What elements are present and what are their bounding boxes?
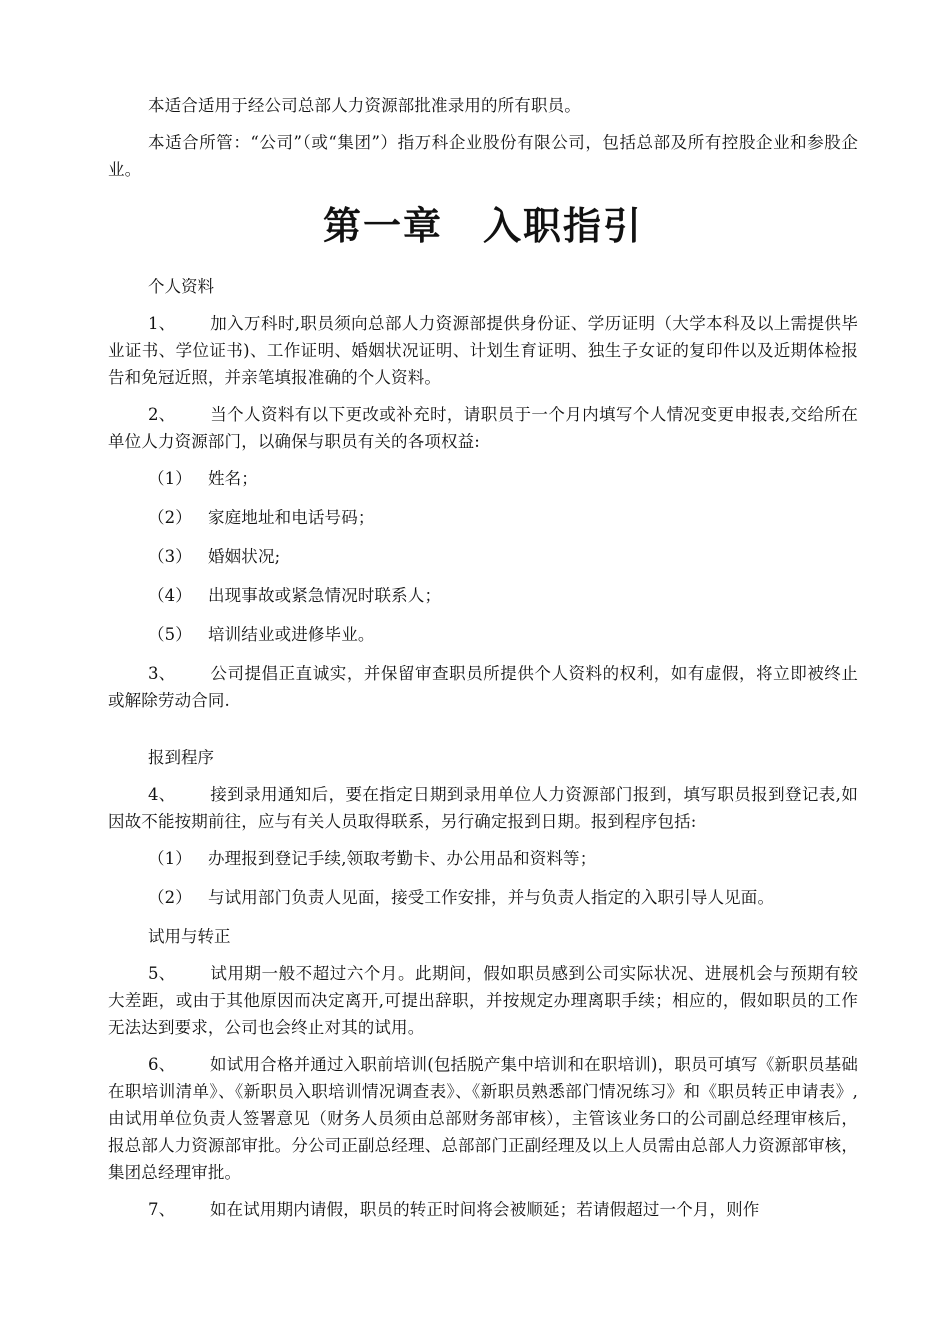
clause-text: 接到录用通知后，要在指定日期到录用单位人力资源部门报到，填写职员报到登记表,如因故不能按期前往，应与有关人员取得联系，另行确定报到日期。报到程序包括: — [108, 785, 858, 831]
list-item — [148, 465, 858, 492]
list-item-text: 办理报到登记手续,领取考勤卡、办公用品和资料等； — [208, 849, 597, 868]
section-spacer — [108, 724, 858, 732]
section-heading-personal: 个人资料 — [148, 277, 214, 296]
list-item-text: 家庭地址和电话号码； — [208, 508, 375, 527]
clause-text: 如试用合格并通过入职前培训(包括脱产集中培训和在职培训)，职员可填写《新职员基础在职培训清单》、《新职员入职培训情况调查表》、《新职员熟悉部门情况练习》和《职员转正申请表》,由试用单位负责人签署意见（财务人员须由总部财务部审核），主管该业务口的公司副总经理审核后，报总部人力资源部审批。分公司正副总经理、总部部门正副经理及以上人员需由总部人力资源部审核，集团总经理审批。 — [108, 1055, 858, 1182]
personal-change-list — [108, 465, 858, 648]
clause-number: 4、 — [148, 785, 176, 804]
clause-number: 2、 — [148, 405, 176, 424]
clause-number: 6、 — [148, 1055, 176, 1074]
clause-text: 如在试用期内请假，职员的转正时间将会被顺延；若请假超过一个月，则作 — [210, 1200, 760, 1219]
document-body — [108, 92, 858, 1233]
list-item — [148, 504, 858, 531]
list-item-number: （3） — [148, 547, 192, 566]
clause-number: 5、 — [148, 964, 176, 983]
list-item-text: 培训结业或进修毕业。 — [208, 625, 375, 644]
clause-1 — [108, 310, 858, 391]
clause-4 — [108, 781, 858, 835]
list-item-text: 姓名； — [208, 469, 258, 488]
list-item — [148, 543, 858, 570]
list-item — [148, 845, 858, 872]
clause-text: 当个人资料有以下更改或补充时，请职员于一个月内填写个人情况变更申报表,交给所在单位人力资源部门，以确保与职员有关的各项权益: — [108, 405, 858, 451]
list-item-number: （1） — [148, 469, 192, 488]
clause-5 — [108, 960, 858, 1041]
list-item-text: 出现事故或紧急情况时联系人； — [208, 586, 442, 605]
list-item-text: 与试用部门负责人见面，接受工作安排，并与负责人指定的入职引导人见面。 — [208, 888, 775, 907]
list-item — [148, 884, 858, 911]
section-heading-report: 报到程序 — [148, 748, 214, 767]
clause-number: 3、 — [148, 664, 176, 683]
clause-number: 1、 — [148, 314, 176, 333]
list-item — [148, 582, 858, 609]
chapter-title: 第一章 入职指引 — [322, 204, 643, 248]
clause-6 — [108, 1051, 858, 1186]
intro-paragraph-1: 本适合适用于经公司总部人力资源部批准录用的所有职员。 — [148, 96, 581, 115]
list-item-number: （2） — [148, 508, 192, 527]
clause-number: 7、 — [148, 1200, 176, 1219]
list-item-number: （1） — [148, 849, 192, 868]
list-item-text: 婚姻状况; — [208, 547, 281, 566]
list-item — [148, 621, 858, 648]
clause-text: 加入万科时,职员须向总部人力资源部提供身份证、学历证明（大学本科及以上需提供毕业证书、学位证书)、工作证明、婚姻状况证明、计划生育证明、独生子女证的复印件以及近期体检报告和免冠近照，并亲笔填报准确的个人资料。 — [108, 314, 858, 387]
list-item-number: （2） — [148, 888, 192, 907]
report-procedure-list — [108, 845, 858, 911]
clause-text: 公司提倡正直诚实，并保留审查职员所提供个人资料的权利，如有虚假，将立即被终止或解除劳动合同. — [108, 664, 858, 710]
clause-text: 试用期一般不超过六个月。此期间，假如职员感到公司实际状况、进展机会与预期有较大差距，或由于其他原因而决定离开,可提出辞职，并按规定办理离职手续；相应的，假如职员的工作无法达到要求，公司也会终止对其的试用。 — [108, 964, 858, 1037]
section-heading-probation: 试用与转正 — [148, 927, 231, 946]
clause-7 — [108, 1196, 858, 1223]
clause-2 — [108, 401, 858, 455]
clause-3 — [108, 660, 858, 714]
list-item-number: （5） — [148, 625, 192, 644]
intro-paragraph-2: 本适合所管：“公司”（或“集团”）指万科企业股份有限公司，包括总部及所有控股企业和参股企业。 — [108, 133, 858, 179]
list-item-number: （4） — [148, 586, 192, 605]
